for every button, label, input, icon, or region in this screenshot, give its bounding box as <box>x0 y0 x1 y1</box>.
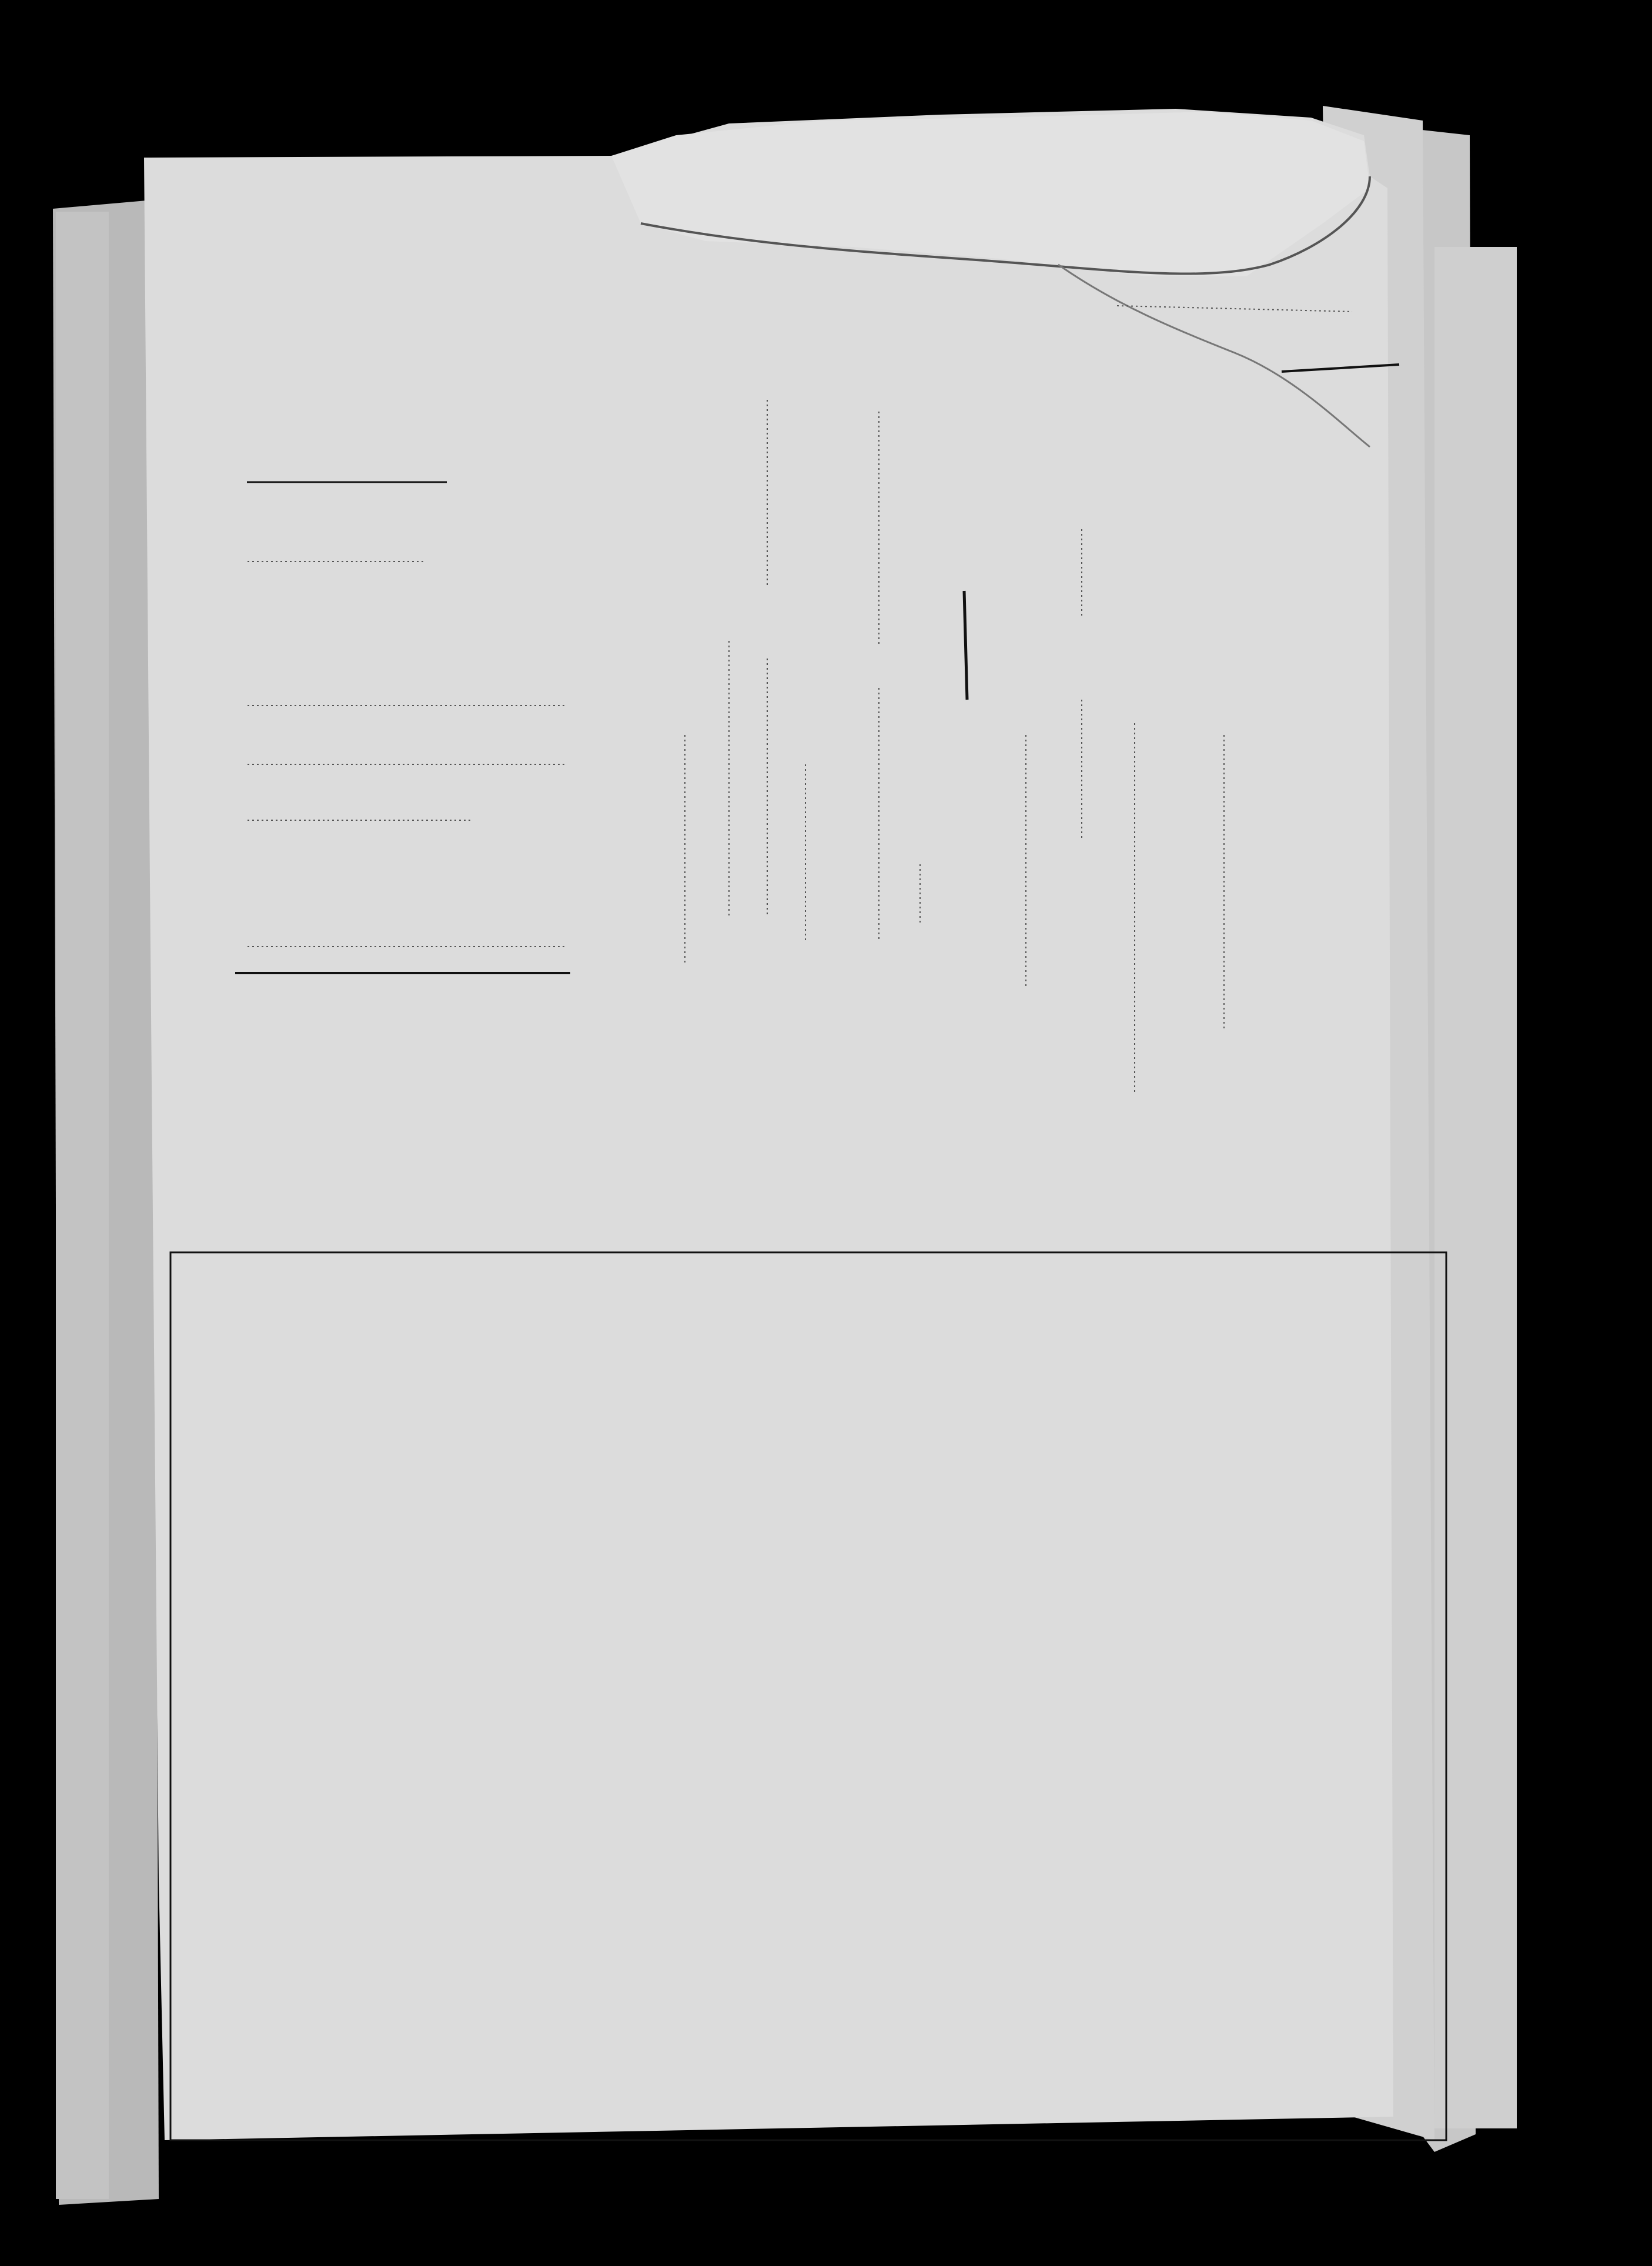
main-form-sheet <box>144 109 1393 2140</box>
left-ledger-strip <box>56 212 109 2199</box>
